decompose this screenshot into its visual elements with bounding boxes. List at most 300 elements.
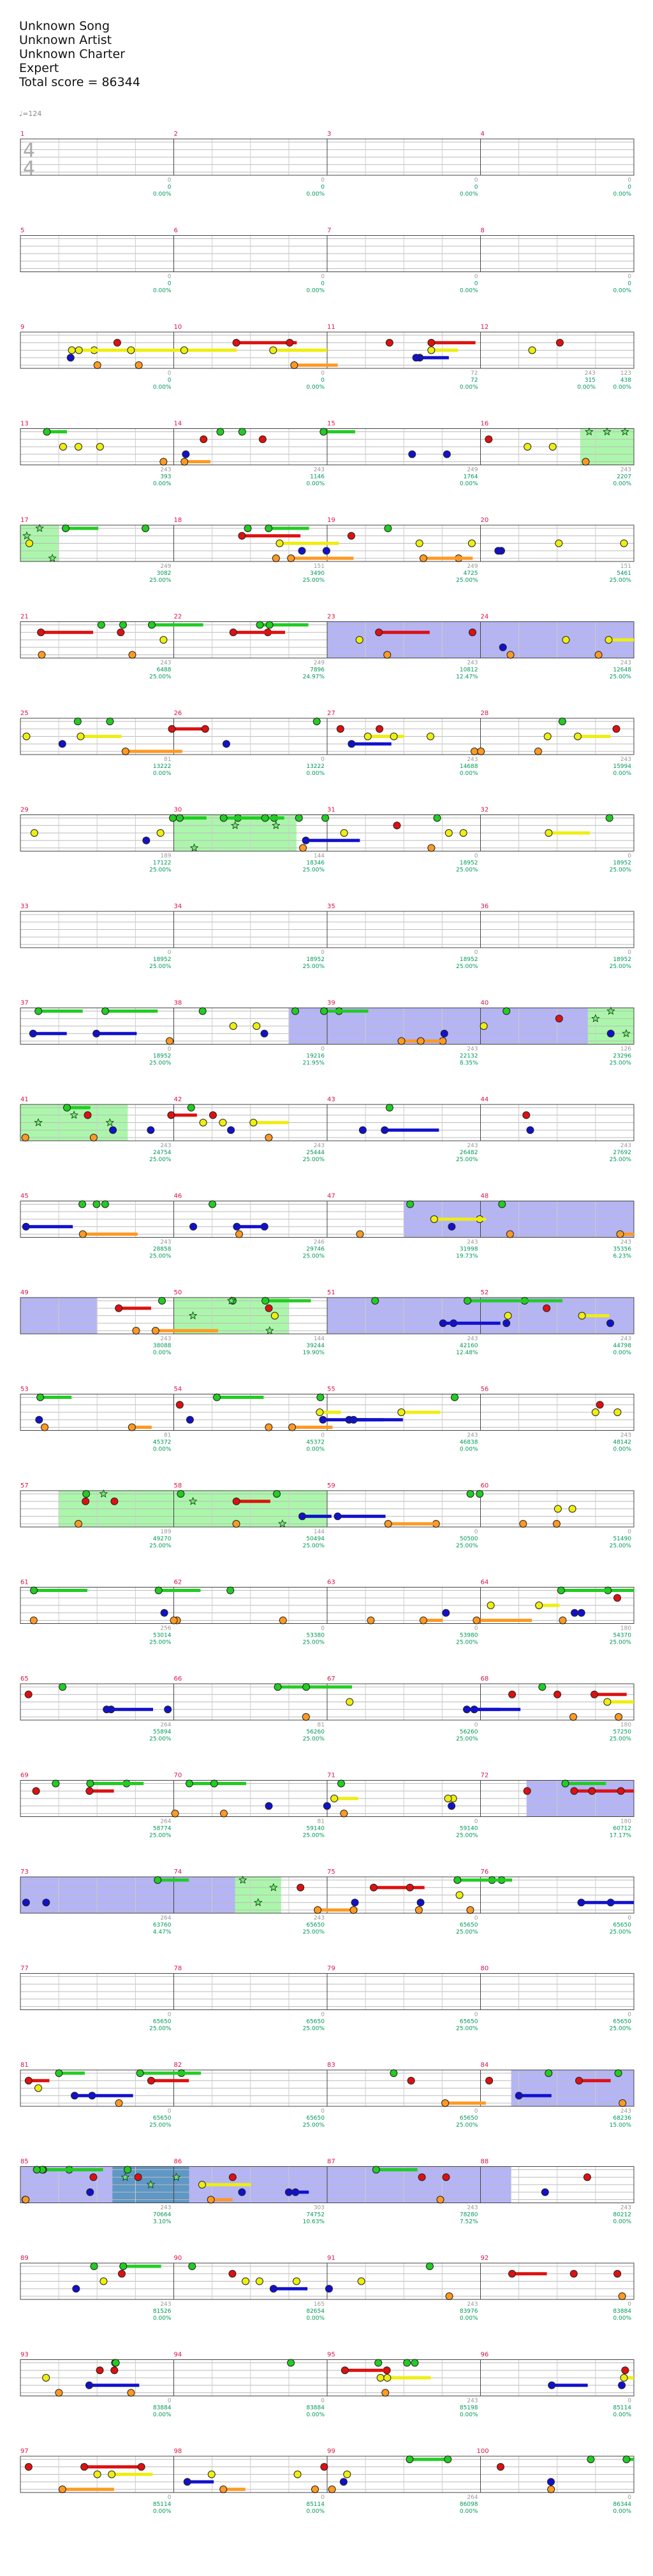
measure-note-score: 126 (620, 1046, 631, 1053)
measure-running-score: 83884 (613, 2308, 631, 2315)
note-gem (230, 629, 237, 636)
note-gem (210, 1780, 217, 1787)
note-gem (620, 540, 627, 547)
note-gem (578, 1609, 585, 1616)
note-gem (407, 2077, 415, 2084)
note-gem (476, 1491, 483, 1498)
measure-note-score: 243 (584, 370, 596, 377)
note-gem (456, 1892, 463, 1899)
note-gem (549, 444, 556, 451)
note-gem (265, 1802, 272, 1809)
note-gem (29, 1030, 36, 1037)
note-gem (128, 347, 135, 354)
measure-percentage: 25.00% (456, 1832, 478, 1839)
measure-note-score: 81 (164, 756, 172, 763)
measure-number: 68 (480, 1675, 489, 1682)
note-gem (143, 837, 150, 844)
note-gem (398, 1038, 405, 1045)
measure-running-score: 6488 (156, 667, 172, 674)
measure-note-score: 0 (627, 1915, 631, 1921)
note-gem (416, 540, 423, 547)
note-gem (407, 1201, 414, 1208)
measure-running-score: 2207 (617, 474, 631, 481)
note-gem (298, 547, 305, 554)
note-gem (377, 2375, 384, 2382)
measure-percentage: 25.00% (456, 867, 478, 874)
measure-percentage: 0.00% (306, 2412, 325, 2419)
measure-number: 52 (480, 1289, 489, 1296)
note-gem (467, 1491, 474, 1498)
note-gem (286, 339, 293, 346)
measure-running-score: 57250 (613, 1729, 631, 1735)
measure-running-score: 26482 (459, 1150, 478, 1156)
measure-percentage: 25.00% (609, 2025, 631, 2032)
note-gem (233, 1498, 240, 1505)
note-gem (136, 2070, 143, 2077)
measure-number: 59 (327, 1482, 335, 1489)
note-gem (22, 2196, 29, 2203)
measure-note-score: 264 (160, 1818, 172, 1825)
measure-note-score: 0 (167, 2494, 172, 2501)
measure-number: 4 (480, 131, 485, 138)
note-gem (98, 621, 105, 628)
note-gem (480, 1023, 487, 1030)
note-gem (346, 1698, 353, 1705)
measure-number: 61 (20, 1579, 29, 1586)
measure-number: 88 (480, 2158, 489, 2166)
note-gem (214, 1394, 221, 1401)
measure-note-score: 243 (467, 1143, 478, 1149)
note-gem (289, 1424, 296, 1431)
measure-running-score: 31998 (459, 1246, 478, 1253)
measure-percentage: 25.00% (302, 2122, 325, 2129)
note-gem (615, 1714, 622, 1721)
measure-percentage: 25.00% (456, 1929, 478, 1936)
measure-number: 97 (20, 2448, 29, 2455)
note-gem (229, 2270, 236, 2277)
note-gem (43, 1899, 50, 1906)
note-gem (265, 1305, 272, 1312)
measure-percentage: 0.00% (577, 384, 596, 391)
measure-note-score: 165 (313, 2301, 325, 2308)
measure-percentage: 0.00% (152, 2508, 172, 2515)
note-gem (181, 458, 188, 465)
measure-running-score: 24754 (152, 1150, 172, 1156)
measure-number: 79 (327, 1965, 335, 1972)
system-row (20, 1000, 634, 1067)
measure-note-score: 72 (471, 370, 478, 377)
measure-note-score: 243 (160, 2301, 172, 2308)
note-gem (90, 2174, 97, 2181)
note-gem (165, 1706, 172, 1713)
note-gem (189, 2263, 196, 2270)
note-gem (404, 2359, 411, 2366)
measure-running-score: 1146 (310, 474, 325, 481)
note-gem (94, 2471, 101, 2478)
measure-note-score: 0 (474, 273, 478, 280)
measure-percentage: 0.00% (459, 191, 478, 198)
note-gem (420, 1617, 427, 1624)
measure-percentage: 0.00% (459, 2315, 478, 2322)
measure-note-score: 180 (620, 1625, 631, 1632)
note-gem (180, 347, 187, 354)
note-gem (81, 2463, 88, 2470)
note-gem (67, 354, 74, 361)
measure-note-score: 243 (467, 660, 478, 667)
measure-number: 56 (480, 1386, 489, 1393)
measure-running-score: 85114 (613, 2405, 631, 2412)
note-gem (74, 718, 81, 725)
note-gem (83, 1491, 90, 1498)
measure-note-score: 264 (467, 2494, 478, 2501)
measure-number: 75 (327, 1869, 335, 1876)
measure-running-score: 56260 (306, 1729, 325, 1735)
total-score: Total score = 86344 (19, 75, 140, 89)
measure-note-score: 0 (627, 177, 631, 184)
measure-note-score: 243 (620, 467, 631, 474)
note-gem (562, 1780, 569, 1787)
system-row (20, 1579, 634, 1646)
note-gem (314, 1907, 321, 1914)
system-row (20, 807, 634, 874)
note-gem (233, 1521, 240, 1528)
note-gem (384, 651, 391, 658)
note-gem (323, 547, 330, 554)
measure-note-score: 243 (620, 2204, 631, 2211)
note-gem (233, 339, 240, 346)
measure-running-score: 18952 (152, 957, 172, 963)
note-gem (103, 1706, 110, 1713)
note-gem (529, 347, 536, 354)
measure-number: 57 (20, 1482, 29, 1489)
measure-number: 83 (327, 2062, 335, 2069)
measure-percentage: 0.00% (459, 384, 478, 391)
measure-note-score: 0 (167, 370, 172, 377)
note-gem (386, 339, 393, 346)
measure-note-score: 0 (321, 1625, 325, 1632)
note-gem (86, 1788, 93, 1795)
note-gem (82, 1498, 89, 1505)
note-gem (55, 2070, 62, 2077)
note-gem (31, 830, 38, 837)
song-title: Unknown Song (19, 19, 110, 33)
measure-number: 45 (20, 1192, 29, 1200)
note-gem (79, 1231, 86, 1238)
note-gem (238, 532, 246, 539)
measure-percentage: 25.00% (302, 867, 325, 874)
measure-number: 62 (173, 1579, 182, 1586)
measure-number: 60 (480, 1482, 489, 1489)
note-gem (274, 1684, 281, 1691)
note-gem (138, 2463, 145, 2470)
measure-percentage: 25.00% (302, 1253, 325, 1260)
note-gem (350, 1907, 357, 1914)
measure-running-score: 59140 (459, 1825, 478, 1832)
note-gem (85, 2382, 92, 2389)
measure-note-score: 0 (474, 950, 478, 956)
note-gem (515, 2092, 522, 2099)
measure-number: 80 (480, 1965, 489, 1972)
measure-percentage: 0.00% (613, 1446, 631, 1453)
note-gem (443, 1609, 450, 1616)
note-gem (84, 1111, 91, 1118)
note-gem (147, 2077, 154, 2084)
note-gem (587, 2456, 594, 2463)
measure-number: 86 (173, 2158, 182, 2166)
measure-note-score: 0 (627, 2301, 631, 2308)
measure-percentage: 25.00% (456, 2122, 478, 2129)
note-gem (25, 2463, 32, 2470)
measure-running-score: 19216 (306, 1053, 325, 1060)
note-gem (544, 733, 551, 740)
note-gem (220, 2486, 227, 2493)
note-gem (135, 2174, 142, 2181)
note-gem (122, 748, 129, 755)
note-gem (111, 1498, 118, 1505)
note-gem (441, 1030, 448, 1037)
note-gem (172, 1810, 179, 1817)
note-gem (486, 2077, 493, 2084)
note-gem (337, 725, 344, 732)
measure-number: 65 (20, 1675, 29, 1682)
note-gem (372, 1298, 379, 1305)
measure-percentage: 24.97% (302, 674, 325, 681)
measure-running-score: 14688 (459, 763, 478, 770)
note-gem (219, 1119, 226, 1126)
measure-running-score: 0 (627, 280, 631, 287)
note-gem (328, 2486, 335, 2493)
note-gem (348, 532, 355, 539)
measure-running-score: 53380 (306, 1632, 325, 1639)
note-gem (622, 2367, 629, 2374)
measure-running-score: 72 (471, 377, 478, 384)
note-gem (504, 1312, 511, 1319)
note-gem (325, 2285, 332, 2292)
note-gem (186, 1780, 193, 1787)
system-row (20, 1289, 634, 1356)
note-gem (451, 1394, 458, 1401)
note-gem (299, 1513, 306, 1520)
measure-running-score: 13222 (152, 763, 172, 770)
system-row (20, 1675, 634, 1742)
measure-percentage: 0.00% (613, 1350, 631, 1356)
note-gem (393, 822, 400, 829)
note-gem (129, 651, 136, 658)
note-gem (221, 1810, 228, 1817)
note-gem (22, 1223, 29, 1230)
measure-percentage: 0.00% (306, 481, 325, 488)
note-gem (444, 2456, 451, 2463)
note-gem (524, 1788, 531, 1795)
note-gem (87, 1780, 94, 1787)
note-gem (554, 1505, 561, 1512)
note-gem (548, 2486, 555, 2493)
measure-running-score: 83884 (306, 2405, 325, 2412)
note-gem (370, 1884, 377, 1891)
note-gem (22, 1134, 29, 1141)
measure-percentage: 25.00% (609, 1157, 631, 1163)
note-gem (460, 830, 467, 837)
note-gem (288, 555, 295, 562)
measure-percentage: 6.23% (613, 1253, 631, 1260)
note-gem (217, 428, 224, 435)
note-gem (279, 1617, 286, 1624)
note-gem (202, 725, 209, 732)
measure-percentage: 25.00% (456, 1736, 478, 1742)
system-row (20, 517, 634, 584)
measure-number: 7 (327, 227, 332, 235)
measure-number: 96 (480, 2351, 489, 2359)
measure-percentage: 0.00% (152, 287, 172, 294)
system-row (20, 903, 634, 970)
system-row (20, 1772, 634, 1839)
note-gem (59, 741, 66, 748)
measure-note-score: 81 (164, 1432, 172, 1439)
measure-running-score: 65650 (459, 2115, 478, 2122)
measure-running-score: 22132 (459, 1053, 478, 1060)
note-gem (473, 1617, 480, 1624)
note-gem (617, 1231, 624, 1238)
measure-running-score: 13222 (306, 763, 325, 770)
measure-percentage: 0.00% (613, 2315, 631, 2322)
note-gem (427, 733, 434, 740)
measure-running-score: 0 (321, 280, 325, 287)
measure-note-score: 0 (627, 2494, 631, 2501)
note-gem (569, 1505, 576, 1512)
system-row (20, 131, 634, 198)
measure-number: 72 (480, 1772, 489, 1779)
measure-running-score: 0 (167, 280, 172, 287)
measure-note-score: 243 (467, 1336, 478, 1342)
note-gem (302, 837, 309, 844)
note-gem (428, 844, 435, 851)
note-gem (606, 814, 613, 821)
note-gem (68, 347, 75, 354)
measure-running-score: 44798 (613, 1343, 631, 1349)
note-gem (208, 2471, 215, 2478)
measure-number: 36 (480, 903, 489, 910)
measure-note-score: 151 (313, 563, 325, 570)
measure-running-score: 85114 (152, 2501, 172, 2508)
measure-note-score: 243 (160, 467, 172, 474)
note-gem (613, 1595, 620, 1602)
measure-number: 27 (327, 710, 335, 717)
measure-note-score: 246 (313, 1239, 325, 1246)
measure-number: 29 (20, 806, 29, 814)
note-gem (364, 733, 371, 740)
note-gem (619, 2382, 626, 2389)
measure-note-score: 0 (321, 1046, 325, 1053)
note-gem (38, 651, 45, 658)
measure-number: 3 (327, 131, 332, 138)
note-gem (571, 1609, 578, 1616)
measure-percentage: 25.00% (149, 1736, 172, 1742)
measure-note-score: 243 (467, 1239, 478, 1246)
note-gem (409, 451, 416, 458)
measure-note-score: 144 (313, 1529, 325, 1535)
note-gem (108, 2471, 115, 2478)
note-gem (334, 1513, 341, 1520)
measure-note-score: 0 (474, 177, 478, 184)
note-gem (520, 1521, 527, 1528)
note-gem (128, 1424, 135, 1431)
note-gem (256, 2278, 263, 2285)
measure-running-score: 65650 (613, 2018, 631, 2025)
note-gem (390, 2070, 397, 2077)
measure-number: 99 (327, 2448, 335, 2455)
measure-note-score: 151 (620, 563, 631, 570)
measure-percentage: 7.52% (459, 2218, 478, 2225)
measure-note-score: 0 (474, 1818, 478, 1825)
measure-running-score: 65650 (306, 2018, 325, 2025)
note-gem (161, 1609, 168, 1616)
measure-number: 78 (173, 1965, 182, 1972)
measure-number: 9 (20, 324, 25, 331)
note-gem (604, 1698, 611, 1705)
measure-percentage: 0.00% (152, 2412, 172, 2419)
measure-percentage: 0.00% (306, 191, 325, 198)
note-gem (274, 1491, 281, 1498)
note-gem (553, 1521, 560, 1528)
note-gem (184, 2478, 191, 2486)
note-gem (413, 354, 420, 361)
note-gem (63, 1104, 70, 1111)
note-gem (276, 540, 283, 547)
measure-percentage: 25.00% (609, 1060, 631, 1067)
note-gem (59, 2486, 66, 2493)
note-gem (79, 1201, 86, 1208)
measure-number: 31 (327, 806, 335, 814)
measure-number: 66 (173, 1675, 182, 1682)
measure-running-score: 53980 (459, 1632, 478, 1639)
measure-running-score: 18346 (306, 860, 325, 867)
system-row (20, 421, 634, 488)
note-gem (555, 540, 562, 547)
note-gem (106, 718, 114, 725)
measure-note-score: 0 (167, 273, 172, 280)
measure-note-score: 0 (321, 950, 325, 956)
note-gem (582, 458, 589, 465)
note-gem (591, 1691, 598, 1698)
measure-number: 43 (327, 1096, 335, 1103)
measure-running-score: 58774 (152, 1825, 172, 1832)
note-gem (569, 1714, 576, 1721)
measure-number: 53 (20, 1386, 29, 1393)
measure-number: 81 (20, 2062, 29, 2069)
measure-note-score: 0 (167, 1046, 172, 1053)
measure-running-score: 15994 (613, 763, 631, 770)
note-gem (417, 1038, 424, 1045)
note-gem (244, 525, 251, 532)
measure-number: 69 (20, 1772, 29, 1779)
note-gem (135, 362, 142, 369)
measure-note-score: 264 (160, 1722, 172, 1728)
measure-note-score: 0 (627, 273, 631, 280)
note-gem (341, 830, 348, 837)
system-row (20, 1869, 634, 1936)
measure-note-score: 249 (467, 563, 478, 570)
measure-percentage: 0.00% (152, 1350, 172, 1356)
measure-number: 19 (327, 517, 335, 524)
measure-note-score: 0 (474, 1529, 478, 1535)
note-gem (415, 1907, 422, 1914)
measure-percentage: 0.00% (613, 384, 631, 391)
measure-running-score: 78280 (459, 2211, 478, 2218)
measure-percentage: 0.00% (152, 481, 172, 488)
note-gem (43, 2375, 50, 2382)
note-gem (115, 1305, 122, 1312)
measure-note-score: 264 (160, 1915, 172, 1921)
